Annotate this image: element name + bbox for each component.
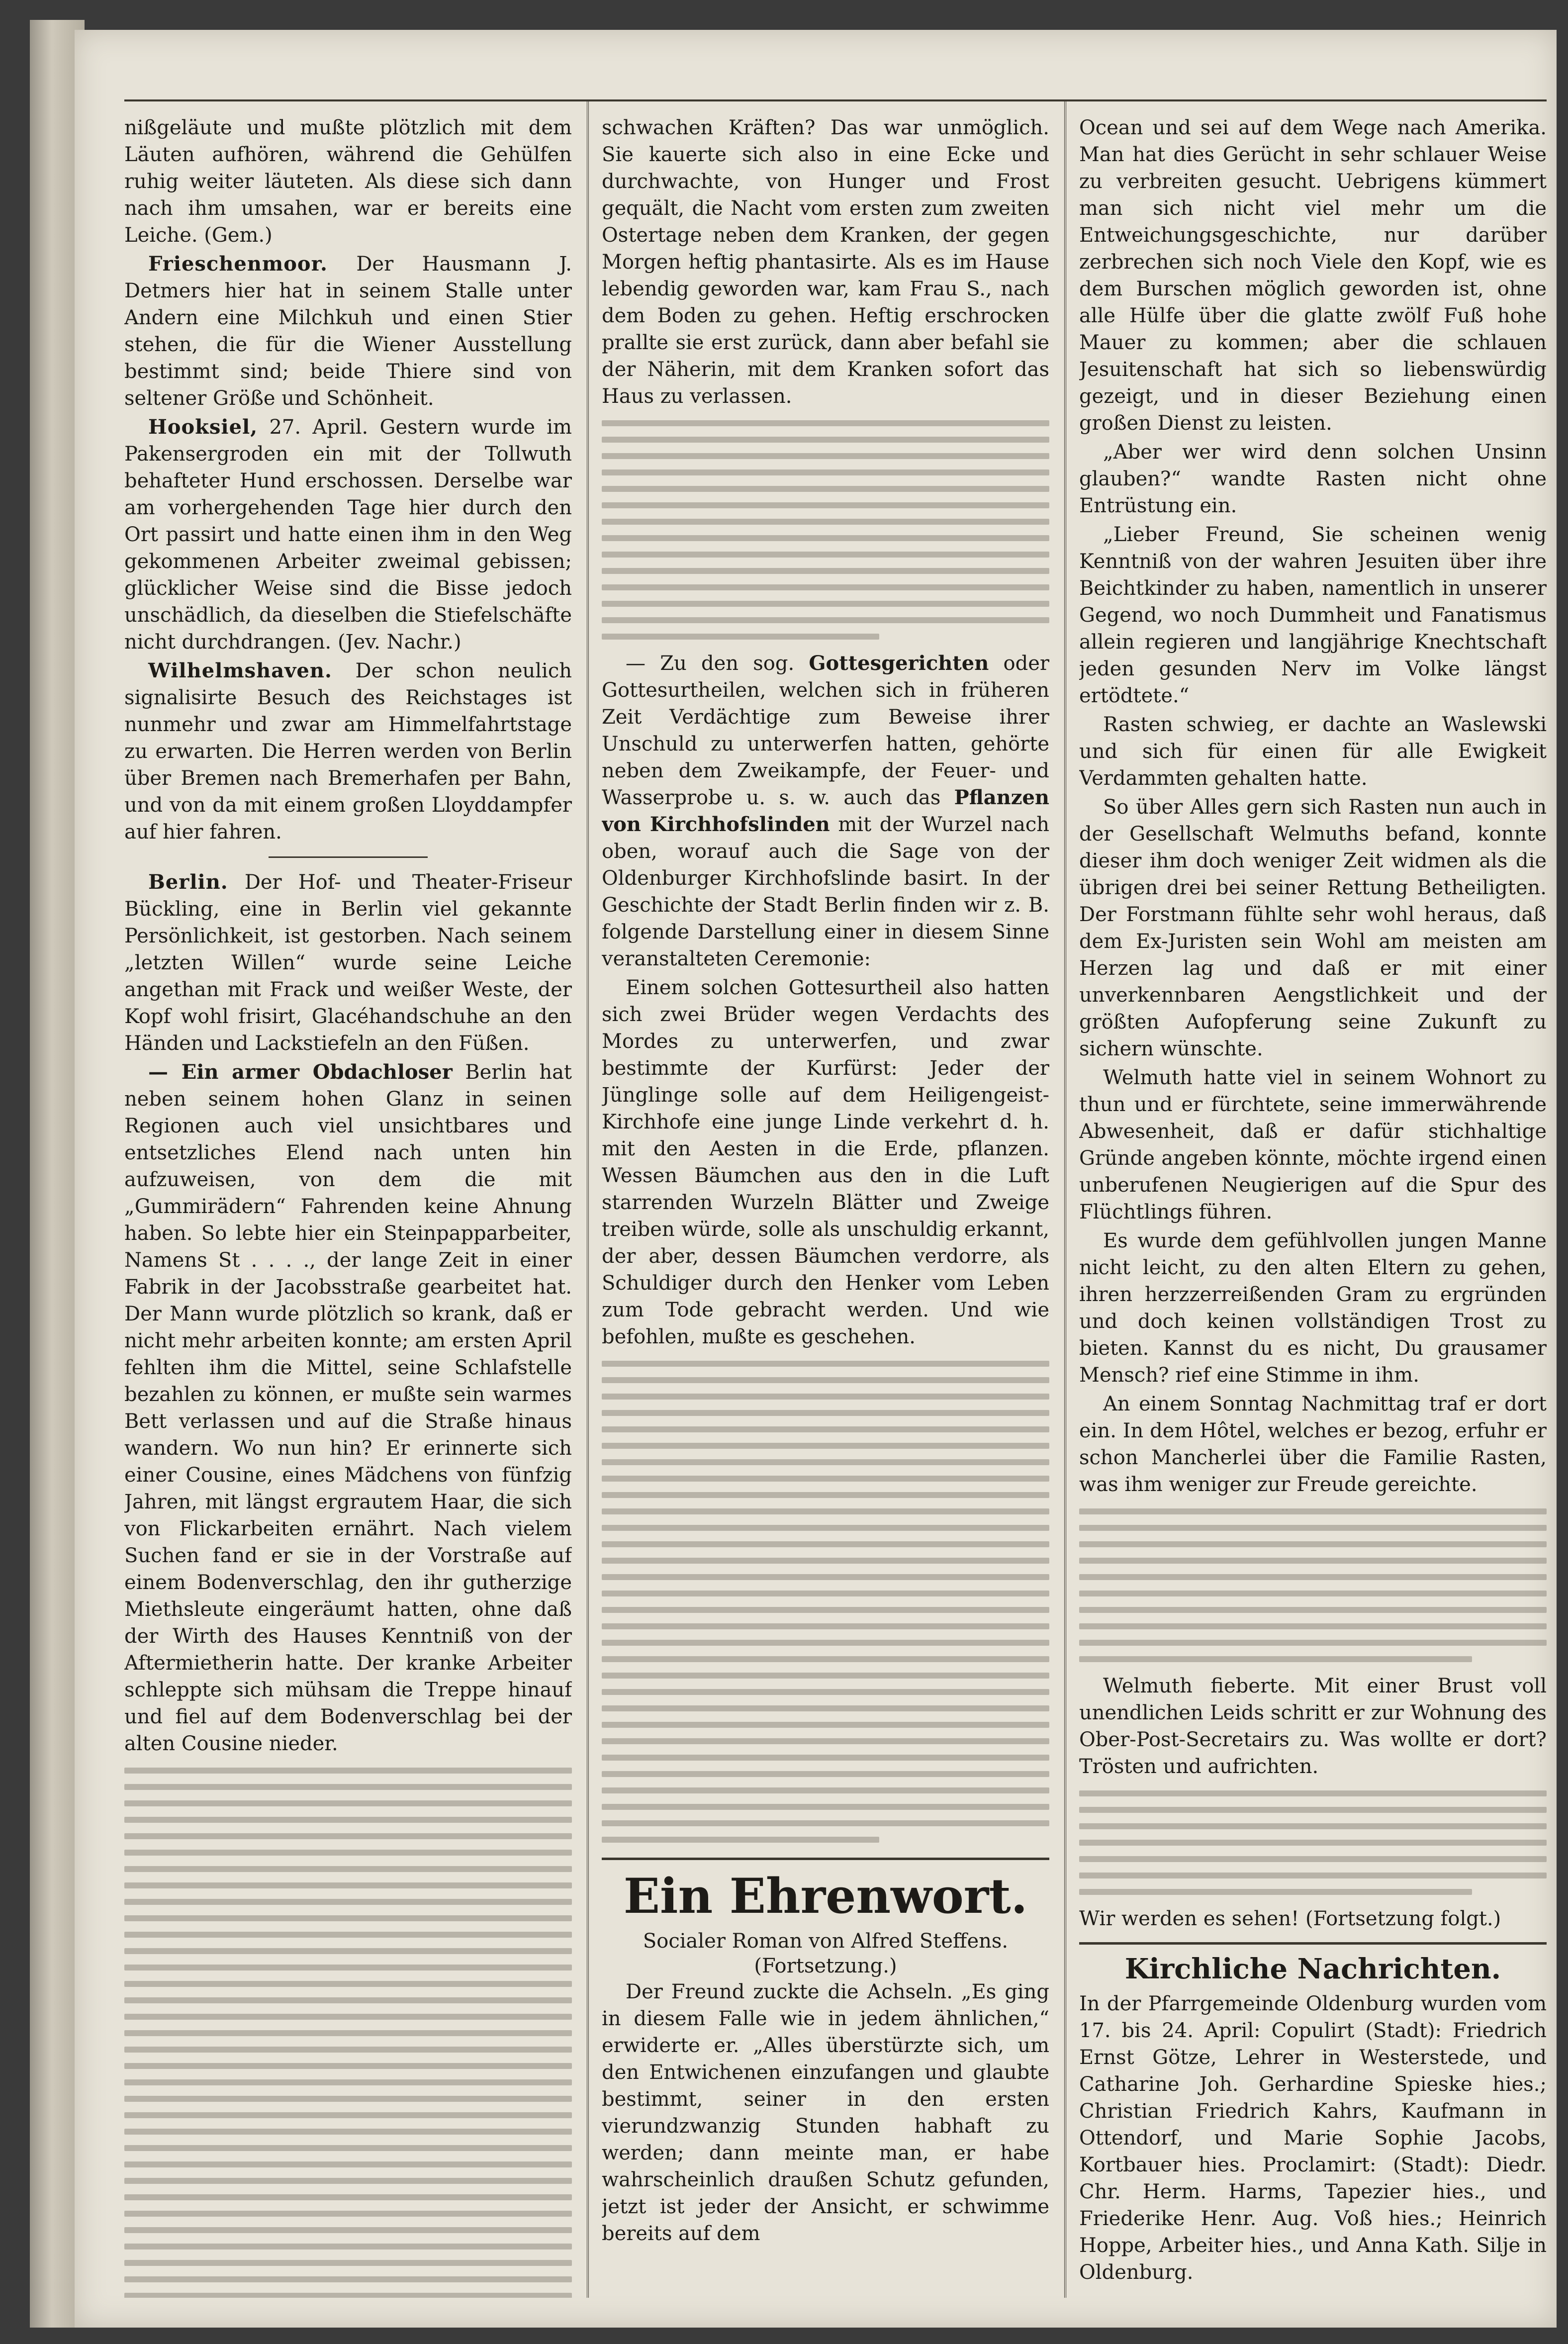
article-body: 27. April. Gestern wurde im Pakensergroden ein mit der Tollwuth behafteter Hund erschossen. Derselbe war am vorhergehenden Tage hier durch den Ort passirt und hatte einen ihm in den Weg gekommenen Arbeiter zweimal gebissen; glücklicher Weise sind die Bisse jedoch unschädlich, da dieselben die Stiefelschäfte nicht durchdrangen. [124, 416, 572, 654]
article-heading: — Ein armer Obdachloser [148, 1060, 453, 1084]
church-news-body: In der Pfarrgemeinde Oldenburg wurden vom 17. bis 24. April: Copulirt (Stadt): Friedrich Ernst Götze, Lehrer in Westerstede, und Catharine Joh. Gerhardine Spieske hies.; Christian Friedrich Kahrs, Kaufmann in Ottendorf, und Marie Sophie Jacobs, Kortbauer hies. Proclamirt: (Stadt): Diedr. Chr. Herm. Harms, Tapezier hies., und Friederike Henr. Aug. Voß hies.; Heinrich Hoppe, Arbeiter hies., und Anna Kath. Silje in Oldenburg. [1079, 1992, 1547, 2284]
article-body: schwachen Kräften? Das war unmöglich. Sie kauerte sich also in eine Ecke und durchwachte, von Hunger und Frost gequält, die Nacht vom ersten zum zweiten Ostertage neben dem Kranken, der gegen Morgen heftig phantasirte. Als es im Hause lebendig geworden war, kam Frau S., nach dem Boden zu gehen. Heftig erschrocken prallte sie erst zurück, dann aber befahl sie der Näherin, mit dem Kranken sofort das Haus zu verlassen. [602, 116, 1049, 408]
article-body: Berlin hat neben seinem hohen Glanz in seinen Regionen auch viel unsichtbares und entsetzliches Elend nach unten hin aufzuweisen, von dem die mit „Gummirädern“ Fahrenden keine Ahnung haben. So lebte hier ein Steinpapparbeiter, Namens St . . . ., der lange Zeit in einer Fabrik in der Jacobsstraße gearbeitet hat. Der Mann wurde plötzlich so krank, daß er nicht mehr arbeiten konnte; am ersten April fehlten ihm die Mittel, seine Schlafstelle bezahlen zu können, er mußte sein warmes Bett verlassen und auf die Straße hinaus wandern. Wo nun hin? Er erinnerte sich einer Cousine, eines Mädchens von fünfzig Jahren, mit längst ergrautem Haar, die sich von Flickarbeiten ernährt. Nach vielem Suchen fand er sie in der Vorstraße auf einem Bodenverschlag, den ihr gutherzige Miethsleute eingeräumt hatten, ohne daß der Wirth des Hauses Kenntniß von der Aftermietherin hatte. Der kranke Arbeiter schleppte sich mühsam die Treppe hinauf und fiel auf dem Bodenverschlag bei der alten Cousine nieder. [124, 1061, 572, 1755]
news-item-berlin [124, 869, 572, 1057]
article-body: An einem Sonntag Nachmittag traf er dort ein. In dem Hôtel, welches er bezog, erfuhr er schon Mancherlei über die Familie Rasten, was ihm weniger zur Freude gereichte. [1079, 1393, 1547, 1496]
serial-novel-subtitle: Socialer Roman von Alfred Steffens. [643, 1930, 1009, 1953]
article-body: Der Hausmann J. Detmers hier hat in seinem Stalle unter Andern eine Milchkuh und einen Stier stehen, die für die Wiener Ausstellung bestimmt sind; beide Thiere sind von seltener Größe und Schönheit. [124, 253, 572, 410]
column-rule-2 [1064, 99, 1066, 2298]
article-body: Welmuth hatte viel in seinem Wohnort zu thun und er fürchtete, seine immerwährende Abwesenheit, daß er dafür stichhaltige Gründe angeben könnte, möchte irgend einen unberufenen Neugierigen auf die Spur des Flüchtlings führen. [1079, 1066, 1547, 1223]
column-rule-1 [587, 99, 589, 2298]
news-item-hooksiel [124, 414, 572, 656]
article-body: Der schon neulich signalisirte Besuch des Reichstages ist nunmehr und zwar am Himmelfahrtstage zu erwarten. Die Herren werden von Berlin über Bremen nach Bremerhafen per Bahn, und von da mit einem großen Lloyddampfer auf hier fahren. [124, 659, 572, 844]
article-body: Der Hof- und Theater-Friseur Bückling, eine in Berlin viel gekannte Persönlichkeit, ist gestorben. Nach seinem „letzten Willen“ wurde seine Leiche angethan mit Frack und weißer Weste, der Kopf wohl frisirt, Glacéhandschuhe an den Händen und Lackstiefeln an den Füßen. [124, 871, 572, 1055]
column-1 [124, 114, 572, 2298]
article-body: oder Gottesurtheilen, welchen sich in früheren Zeit Verdächtige zum Beweise ihrer Unschuld zu unterwerfen hatten, gehörte neben dem Zweikampfe, der Feuer- und Wasserprobe u. s. w. auch das [602, 652, 1049, 809]
continued-text-area [602, 420, 1049, 640]
article-body: mit der Wurzel nach oben, worauf auch die Sage von der Oldenburger Kirchhofslinde basirt. In der Geschichte der Stadt Berlin finden wir z. B. folgende Darstellung einer in diesem Sinne veranstalteten Ceremonie: [602, 813, 1049, 970]
news-item-frieschenmoor [124, 251, 572, 412]
place-heading: Frieschenmoor. [148, 252, 328, 276]
article-body: — Zu den sog. [626, 652, 795, 675]
article-body: Ocean und sei auf dem Wege nach Amerika. Man hat dies Gerücht in sehr schlauer Weise zu verbreiten gesucht. Uebrigens kümmert man sich nicht viel mehr um die Entweichungsgeschichte, nur darüber zerbrechen sich noch Viele den Kopf, wie es dem Burschen möglich geworden ist, ohne alle Hülfe über die glatte zwölf Fuß hohe Mauer zu kommen; aber die schlauen Jesuitenschaft hat sich so liebenswürdig gezeigt, und in dieser Beziehung einen großen Dienst zu leisten. [1079, 116, 1547, 435]
continued-text-area [602, 1361, 1049, 1843]
article-body: Der Freund zuckte die Achseln. „Es ging in diesem Falle wie in jedem ähnlichen,“ erwiderte er. „Alles überstürzte sich, um den Entwichenen einzufangen und glaubte bestimmt, seiner in den ersten vierundzwanzig Stunden habhaft zu werden; dann meinte man, er habe wahrscheinlich draußen Schutz gefunden, jetzt ist jeder der Ansicht, er schwimme bereits auf dem [602, 1980, 1049, 2245]
place-heading: Wilhelmshaven. [148, 659, 332, 682]
continuation-note: (Fortsetzung folgt.) [1305, 1907, 1501, 1930]
serial-continuation-note: (Fortsetzung.) [754, 1955, 897, 1977]
article-body: „Aber wer wird denn solchen Unsinn glauben?“ wandte Rasten nicht ohne Entrüstung ein. [1079, 441, 1547, 517]
article-body: Welmuth fieberte. Mit einer Brust voll unendlichen Leids schritt er zur Wohnung des Ober-Post-Secretairs zu. Was wollte er dort? Trösten und aufrichten. [1079, 1675, 1547, 1778]
article-heading: Pflanzen von Kirchhofslinden [602, 786, 1049, 836]
top-rule [124, 99, 1547, 101]
serial-closing [1079, 1905, 1547, 1932]
newspaper-content [124, 99, 1547, 2298]
serial-novel-title: Ein Ehrenwort. [602, 1858, 1049, 1924]
place-heading: Hooksiel, [148, 415, 258, 439]
article-heading: Gottesgerichten [809, 652, 989, 675]
continued-text-area [1079, 1790, 1547, 1895]
column-3 [1079, 114, 1547, 2298]
closing-line: Wir werden es sehen! [1079, 1907, 1299, 1930]
continued-text-area [124, 1768, 572, 2298]
article-body: nißgeläute und mußte plötzlich mit dem Läuten aufhören, während die Gehülfen ruhig weiter läuteten. Als diese sich dann nach ihm umsahen, war er bereits eine Leiche. [124, 116, 572, 247]
place-heading: Berlin. [148, 870, 228, 894]
news-item-wilhelmshaven [124, 657, 572, 845]
church-news-heading: Kirchliche Nachrichten. [1079, 1942, 1547, 1986]
source-note: (Gem.) [204, 224, 273, 247]
news-item-obdachloser [124, 1059, 572, 1757]
news-item-gottesgerichte [602, 650, 1049, 972]
article-text [124, 114, 572, 249]
column-2 [602, 114, 1049, 2298]
section-divider [269, 856, 428, 858]
article-body: Rasten schwieg, er dachte an Waslewski und sich für einen für alle Ewigkeit Verdammten gehalten hatte. [1079, 713, 1547, 790]
article-body: Einem solchen Gottesurtheil also hatten sich zwei Brüder wegen Verdachts des Mordes zu unterwerfen, und zwar bestimmte der Kurfürst: Jeder der Jünglinge solle auf dem Heiligengeist-Kirchhofe eine junge Linde verkehrt d. h. mit den Aesten in die Erde, pflanzen. Wessen Bäumchen aus den in die Luft starrenden Wurzeln Blätter und Zweige treiben würde, solle als unschuldig erkannt, der aber, dessen Bäumchen verdorre, als Schuldiger durch den Henker vom Leben zum Tode gebracht werden. Und wie befohlen, mußte es geschehen. [602, 976, 1049, 1348]
source-note: (Jev. Nachr.) [337, 631, 461, 654]
article-body: „Lieber Freund, Sie scheinen wenig Kenntniß von der wahren Jesuiten über ihre Beichtkinder zu haben, namentlich in unserer Gegend, wo noch Dummheit und Fanatismus allein regieren und langjährige Knechtschaft jeden gesunden Nerv im Volke längst ertödtete.“ [1079, 523, 1547, 707]
article-body: So über Alles gern sich Rasten nun auch in der Gesellschaft Welmuths befand, konnte dieser ihm doch weniger Zeit widmen als die übrigen drei bei seiner Rettung Betheiligten. Der Forstmann fühlte sehr wohl heraus, daß dem Ex-Juristen sein Wohl am meisten am Herzen lag und daß er mit einer unverkennbaren Aengstlichkeit und der größten Aufopferung seine Zukunft zu sichern wünschte. [1079, 796, 1547, 1060]
continued-text-area [1079, 1508, 1547, 1662]
article-body: Es wurde dem gefühlvollen jungen Manne nicht leicht, zu den alten Eltern zu gehen, ihren herzzerreißenden Gram zu ergründen und doch keinen vollständigen Trost zu bieten. Kannst du es nicht, Du grausamer Mensch? rief eine Stimme in ihm. [1079, 1229, 1547, 1387]
